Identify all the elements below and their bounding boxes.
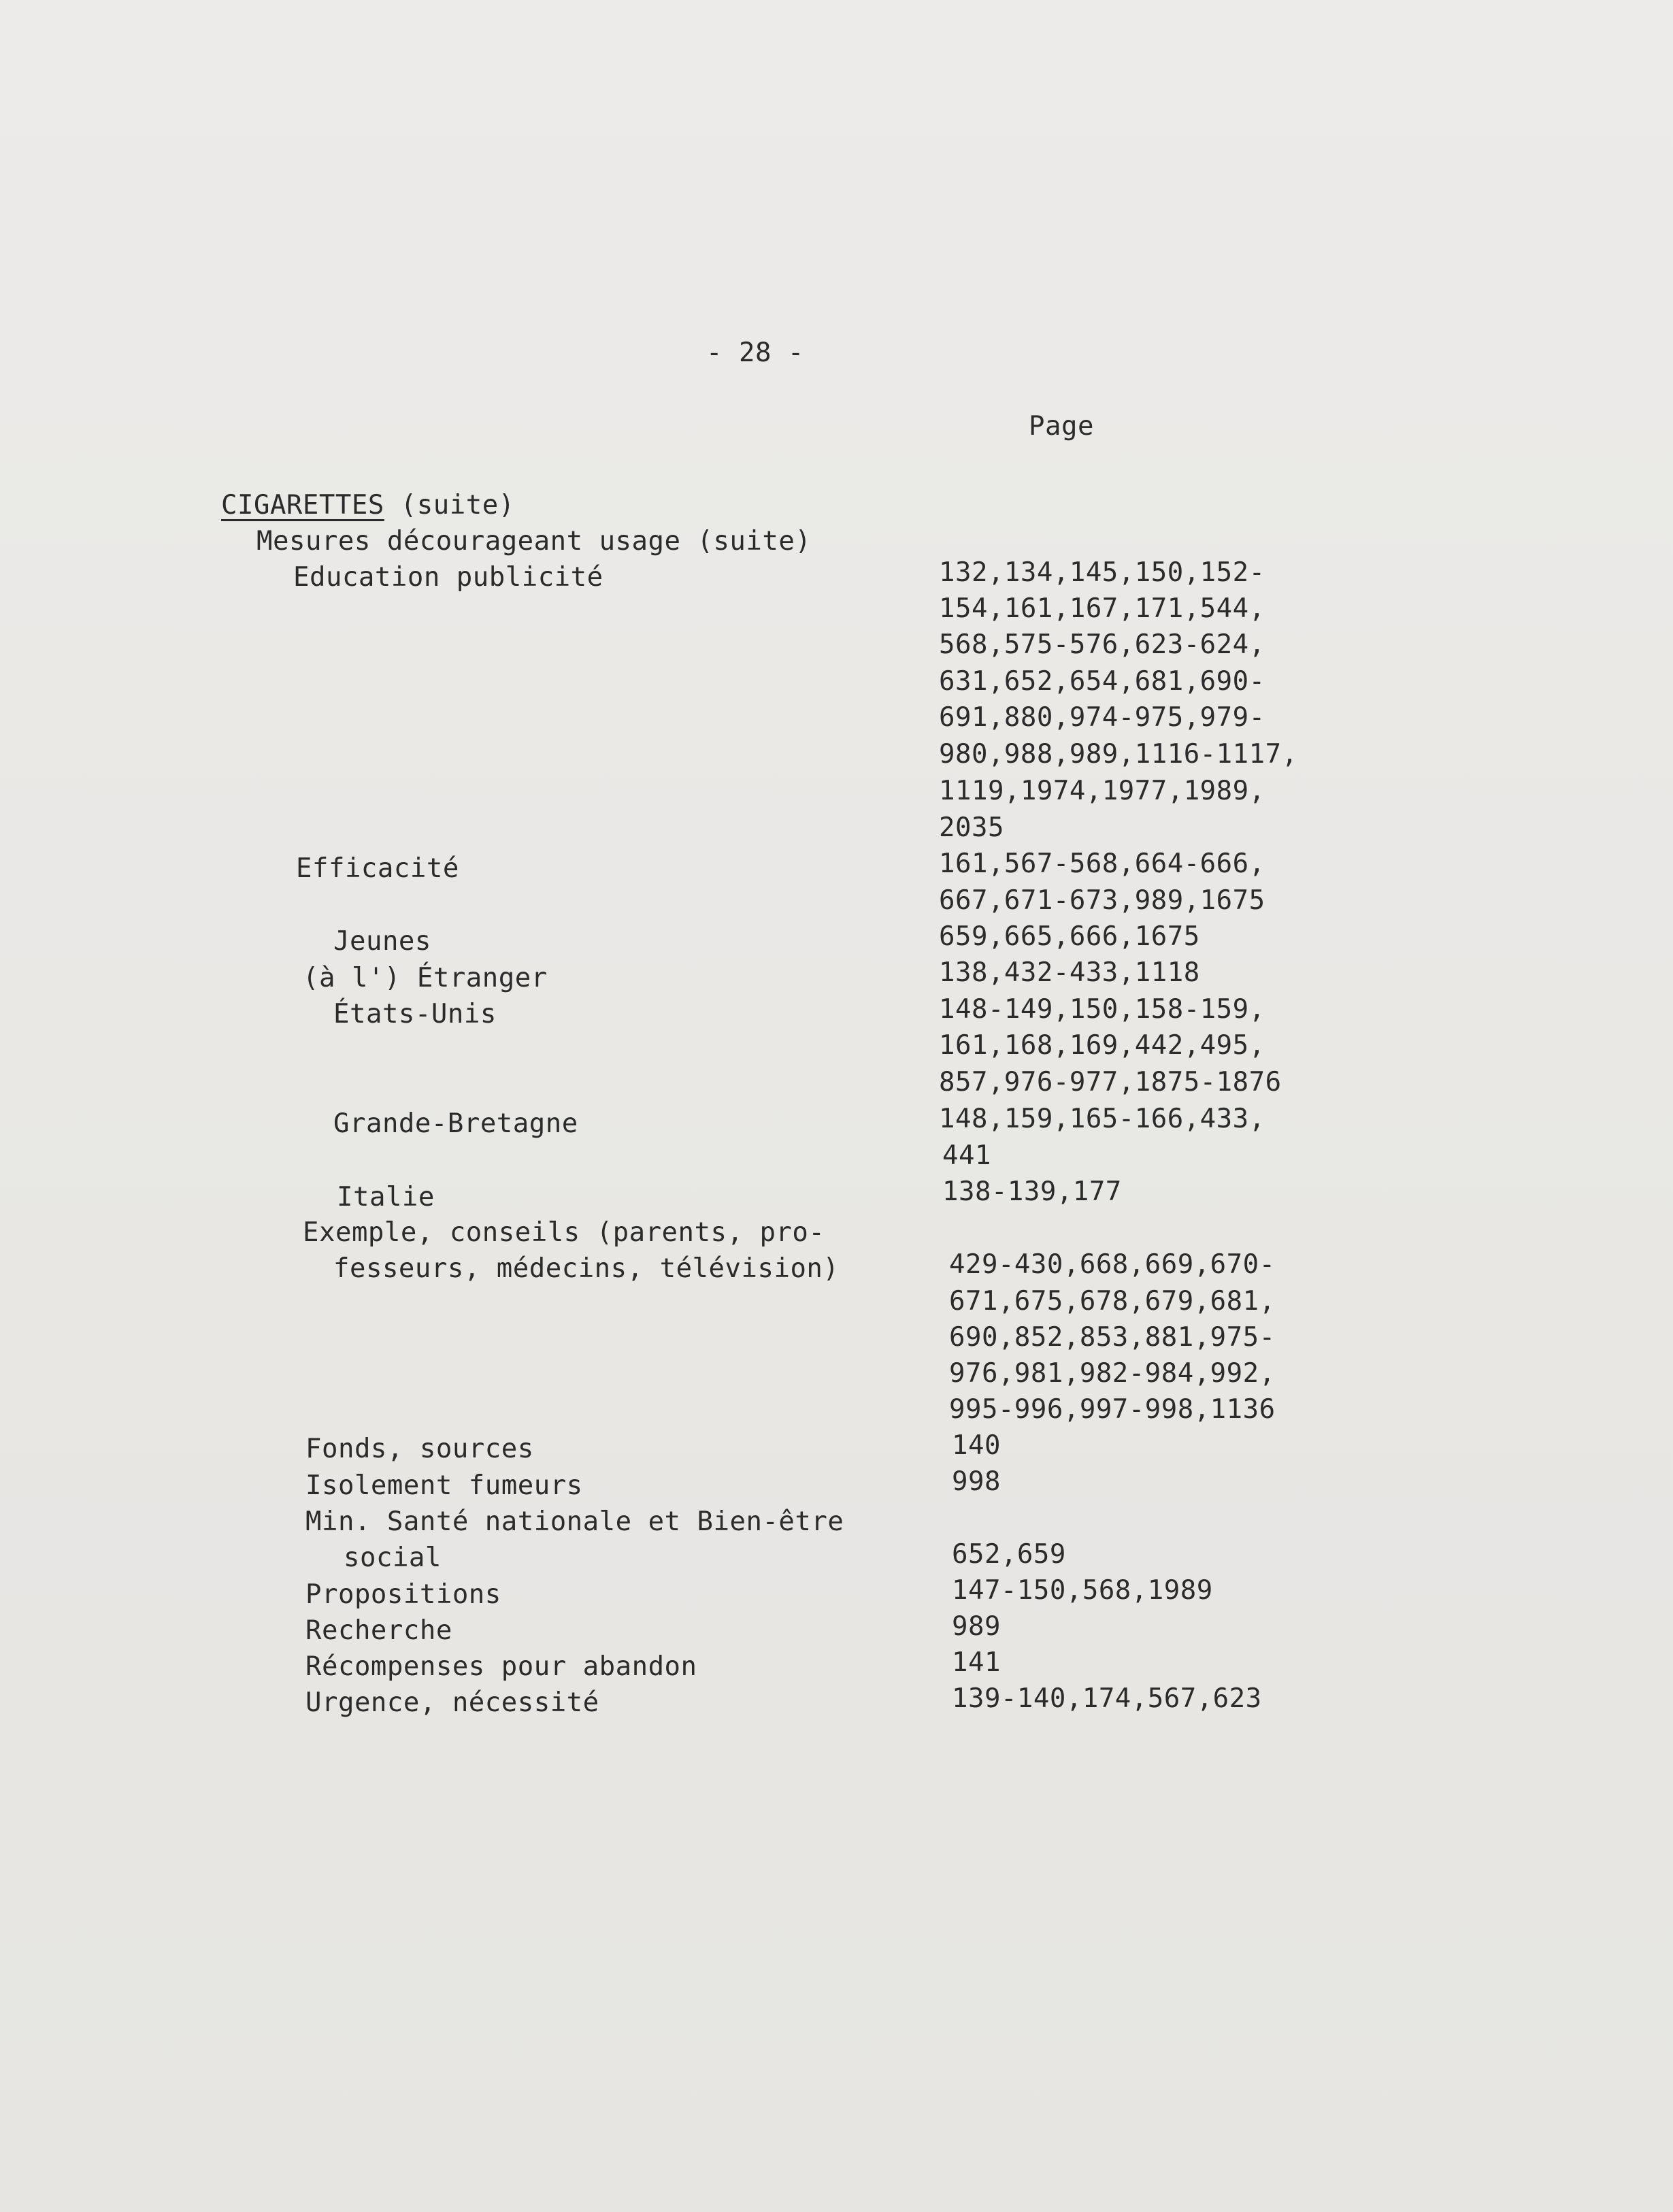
page-refs: 148-149,150,158-159, xyxy=(939,994,1265,1025)
heading-suffix: (suite) xyxy=(400,490,515,521)
entry-label: Education publicité xyxy=(293,562,603,593)
page-refs: 652,659 xyxy=(952,1539,1066,1570)
page-number: - 28 - xyxy=(706,337,804,368)
entry-label: fesseurs, médecins, télévision) xyxy=(333,1253,840,1284)
page-refs: 141 xyxy=(952,1647,1001,1678)
page-refs: 147-150,568,1989 xyxy=(952,1575,1213,1606)
entry-label: Isolement fumeurs xyxy=(305,1470,583,1501)
entry-label: Propositions xyxy=(305,1579,501,1610)
page-refs: 857,976-977,1875-1876 xyxy=(939,1067,1282,1097)
entry-label: (à l') Étranger xyxy=(303,963,548,993)
entry-label: Fonds, sources xyxy=(305,1434,534,1464)
page-refs: 989 xyxy=(952,1611,1001,1642)
page-refs: 631,652,654,681,690- xyxy=(939,666,1265,697)
page-refs: 568,575-576,623-624, xyxy=(939,629,1265,660)
subheading: Mesures décourageant usage (suite) xyxy=(256,526,812,557)
entry-label: Italie xyxy=(337,1182,435,1212)
entry-label: social xyxy=(344,1542,442,1573)
entry-heading xyxy=(221,487,515,524)
page-refs: 139-140,174,567,623 xyxy=(952,1683,1262,1714)
page-refs: 995-996,997-998,1136 xyxy=(949,1394,1276,1425)
page-refs: 690,852,853,881,975- xyxy=(949,1322,1276,1353)
entry-label: Exemple, conseils (parents, pro- xyxy=(303,1217,825,1248)
page-refs: 161,567-568,664-666, xyxy=(939,848,1265,879)
page-refs: 441 xyxy=(942,1140,991,1171)
entry-label: Min. Santé nationale et Bien-être xyxy=(305,1506,844,1537)
page-refs: 659,665,666,1675 xyxy=(939,921,1200,952)
entry-label: Récompenses pour abandon xyxy=(305,1651,697,1682)
page-refs: 429-430,668,669,670- xyxy=(949,1249,1276,1280)
page-refs: 671,675,678,679,681, xyxy=(949,1286,1276,1317)
page-refs: 998 xyxy=(952,1466,1001,1497)
entry-label: États-Unis xyxy=(333,999,497,1029)
page-refs: 691,880,974-975,979- xyxy=(939,702,1265,733)
page-refs: 138,432-433,1118 xyxy=(939,957,1200,988)
page-refs: 148,159,165-166,433, xyxy=(939,1104,1265,1134)
heading-title: CIGARETTES xyxy=(221,490,384,521)
page-refs: 2035 xyxy=(939,812,1004,843)
page-refs: 140 xyxy=(952,1430,1001,1461)
page-refs: 154,161,167,171,544, xyxy=(939,593,1265,624)
page-refs: 132,134,145,150,152- xyxy=(939,557,1265,588)
entry-label: Recherche xyxy=(305,1615,452,1646)
page-refs: 980,988,989,1116-1117, xyxy=(939,739,1298,770)
entry-label: Efficacité xyxy=(296,853,459,884)
entry-label: Urgence, nécessité xyxy=(305,1687,599,1718)
page-refs: 161,168,169,442,495, xyxy=(939,1030,1265,1061)
page-refs: 976,981,982-984,992, xyxy=(949,1358,1276,1389)
entry-label: Grande-Bretagne xyxy=(333,1108,578,1139)
page-column-header: Page xyxy=(1029,411,1094,442)
page-refs: 667,671-673,989,1675 xyxy=(939,885,1265,916)
page-refs: 138-139,177 xyxy=(942,1176,1122,1207)
page-refs: 1119,1974,1977,1989, xyxy=(939,776,1265,806)
entry-label: Jeunes xyxy=(333,926,431,957)
